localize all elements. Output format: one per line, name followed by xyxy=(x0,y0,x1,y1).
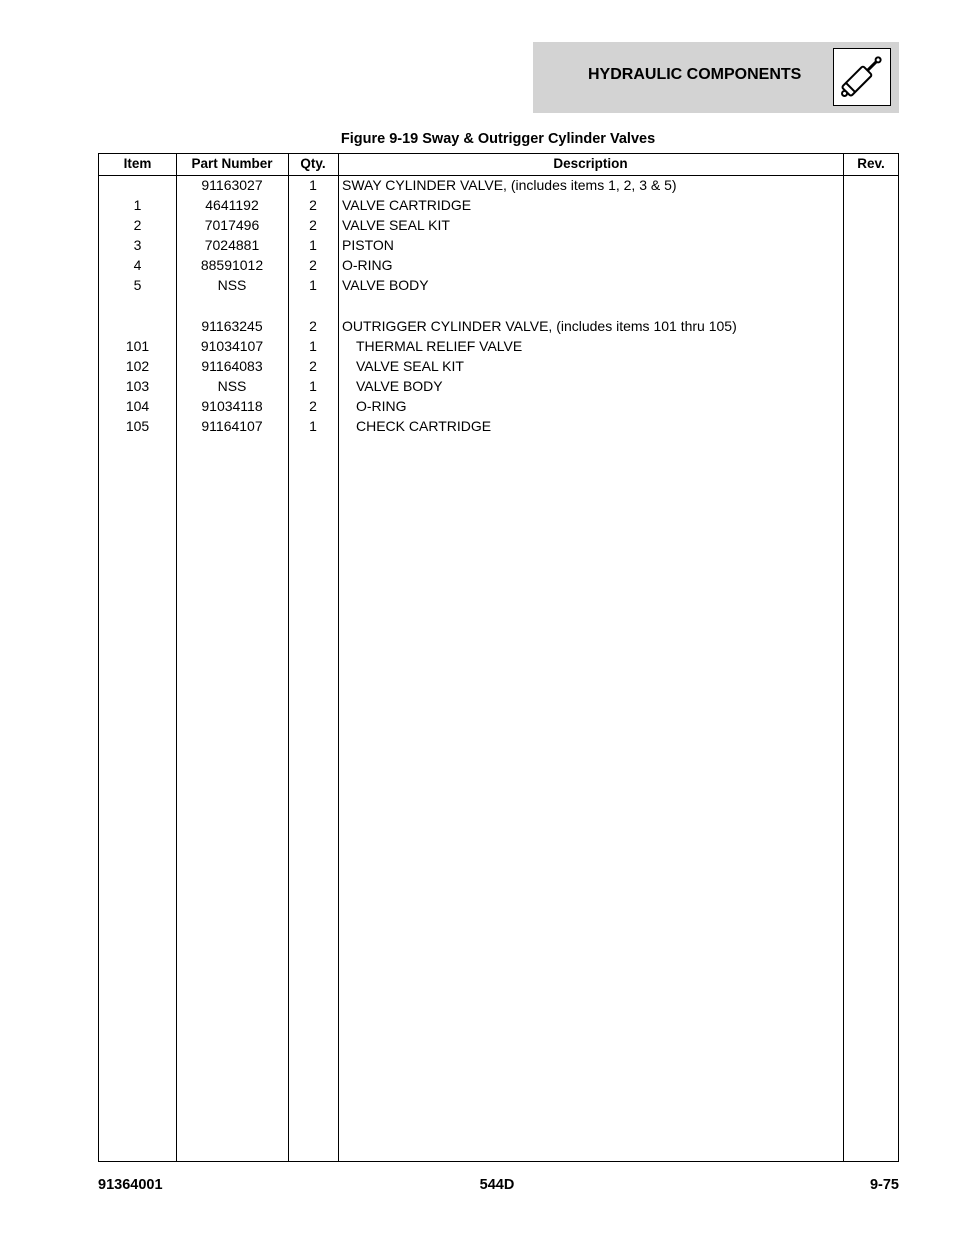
qty-cell: 1 xyxy=(309,237,317,253)
part-number-cell: 4641192 xyxy=(205,197,259,213)
section-header xyxy=(533,42,899,113)
qty-cell: 1 xyxy=(309,177,317,193)
part-number-cell: 88591012 xyxy=(200,257,264,273)
footer-model: 544D xyxy=(479,1177,515,1193)
column-divider xyxy=(843,154,844,1161)
item-cell: 102 xyxy=(125,358,150,374)
item-cell: 2 xyxy=(133,217,142,233)
description-cell: VALVE BODY xyxy=(342,277,429,293)
table-row xyxy=(99,255,899,275)
table-row xyxy=(99,376,899,396)
qty-cell: 2 xyxy=(309,398,317,414)
table-row xyxy=(99,316,899,336)
item-cell: 4 xyxy=(133,257,142,273)
column-divider xyxy=(176,154,177,1161)
column-header-qty: Qty. xyxy=(300,156,326,171)
part-number-cell: 7017496 xyxy=(204,217,260,233)
table-row xyxy=(99,396,899,416)
part-number-cell: NSS xyxy=(217,277,247,293)
qty-cell: 2 xyxy=(309,217,317,233)
table-row xyxy=(99,275,899,295)
part-number-cell: 91034118 xyxy=(201,398,263,414)
table-row xyxy=(99,195,899,215)
description-cell: SWAY CYLINDER VALVE, (includes items 1, 2, 3 & 5) xyxy=(342,177,677,193)
item-cell: 3 xyxy=(133,237,142,253)
description-cell: O-RING xyxy=(342,257,393,273)
column-header-description: Description xyxy=(553,156,628,171)
item-cell: 104 xyxy=(125,398,150,414)
table-row xyxy=(99,215,899,235)
qty-cell: 2 xyxy=(309,197,317,213)
qty-cell: 2 xyxy=(309,257,317,273)
description-cell: VALVE CARTRIDGE xyxy=(342,197,472,213)
item-cell: 1 xyxy=(133,197,142,213)
hydraulic-cylinder-icon xyxy=(833,48,891,106)
table-row xyxy=(99,235,899,255)
qty-cell: 1 xyxy=(309,418,317,434)
table-row xyxy=(99,336,899,356)
description-cell: VALVE SEAL KIT xyxy=(342,217,450,233)
part-number-cell: 91164107 xyxy=(201,418,263,434)
part-number-cell: 91163027 xyxy=(201,177,263,193)
part-number-cell: NSS xyxy=(217,378,247,394)
part-number-cell: 91164083 xyxy=(201,358,263,374)
part-number-cell: 91034107 xyxy=(200,338,264,354)
column-divider xyxy=(288,154,289,1161)
qty-cell: 1 xyxy=(309,378,317,394)
item-cell: 101 xyxy=(125,338,150,354)
column-header-part-number: Part Number xyxy=(191,156,273,171)
table-row xyxy=(99,175,899,195)
table-row xyxy=(99,416,899,436)
description-cell: CHECK CARTRIDGE xyxy=(356,418,492,434)
part-number-cell: 91163245 xyxy=(201,318,263,334)
qty-cell: 2 xyxy=(309,318,317,334)
column-header-item: Item xyxy=(123,156,152,171)
table-row xyxy=(99,356,899,376)
footer-page-number: 9-75 xyxy=(869,1177,899,1193)
section-title: HYDRAULIC COMPONENTS xyxy=(588,66,802,83)
description-cell: OUTRIGGER CYLINDER VALVE, (includes items 101 thru 105) xyxy=(342,318,737,334)
description-cell: PISTON xyxy=(342,237,394,253)
part-number-cell: 7024881 xyxy=(204,237,260,253)
figure-title: Figure 9-19 Sway & Outrigger Cylinder Valves xyxy=(340,131,656,147)
parts-table xyxy=(98,153,899,1162)
description-cell: VALVE BODY xyxy=(356,378,443,394)
description-cell: VALVE SEAL KIT xyxy=(356,358,464,374)
description-cell: THERMAL RELIEF VALVE xyxy=(356,338,523,354)
footer-document-number: 91364001 xyxy=(98,1177,163,1193)
qty-cell: 1 xyxy=(309,338,317,354)
column-header-rev: Rev. xyxy=(857,156,885,171)
item-cell: 103 xyxy=(125,378,150,394)
qty-cell: 2 xyxy=(309,358,317,374)
description-cell: O-RING xyxy=(356,398,407,414)
item-cell: 5 xyxy=(133,277,142,293)
item-cell: 105 xyxy=(125,418,150,434)
qty-cell: 1 xyxy=(309,277,317,293)
column-divider xyxy=(338,154,339,1161)
